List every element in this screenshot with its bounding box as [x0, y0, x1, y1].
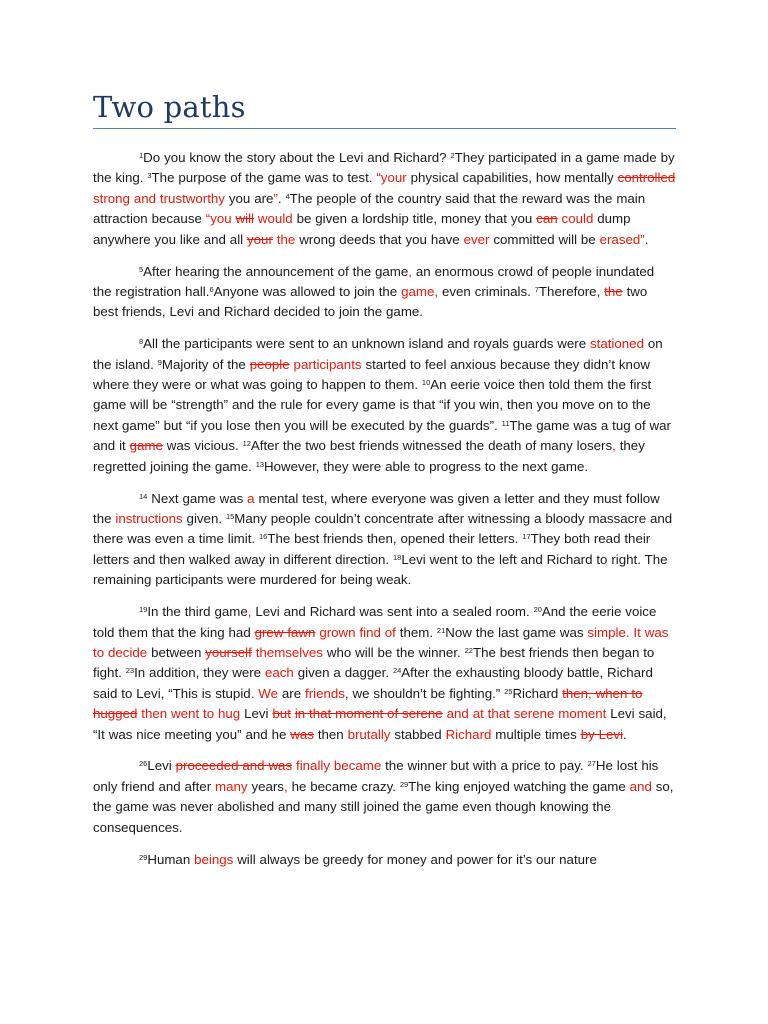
body-text: even criminals. — [438, 283, 535, 299]
paragraph — [93, 756, 676, 838]
inserted-text: themselves — [255, 644, 323, 660]
body-text: Levi went to the left and Richard to right. The remaining participants were murdered for being weak. — [93, 551, 668, 588]
body-text: Do you know the story about the Levi and Richard? — [143, 150, 451, 165]
body-text: on the island. — [93, 336, 663, 372]
body-text: Therefore, — [538, 283, 605, 299]
body-text: mental test, where everyone was given a letter and they must follow the — [93, 490, 660, 526]
body-text: After the exhausting bloody battle, Richard said to Levi, “This is stupid — [93, 665, 653, 701]
body-text: you are — [224, 190, 274, 206]
body-text: Levi and Richard was sent into a sealed room. — [251, 604, 534, 620]
deleted-text: the — [604, 283, 623, 299]
sentence-number: 7 — [534, 284, 539, 294]
inserted-text: , — [283, 778, 288, 794]
body-text: Levi — [147, 758, 176, 774]
body-text: The game was a tug of war and it — [93, 417, 671, 454]
inserted-text: game, — [401, 283, 439, 299]
inserted-text: , — [612, 438, 616, 454]
paragraph — [93, 850, 676, 870]
body-text: committed will be — [489, 231, 600, 247]
body-text: stabbed — [390, 726, 446, 742]
sentence-number: 20 — [533, 605, 542, 615]
body-text: Levi — [240, 706, 273, 722]
paragraph — [93, 262, 676, 323]
inserted-text: stationed — [590, 336, 644, 352]
sentence-number: 29 — [399, 779, 409, 789]
sentence-number: 22 — [464, 645, 473, 655]
sentence-number: 17 — [522, 532, 531, 542]
body-text: After the two best friends witnessed the death of many losers — [250, 438, 613, 454]
body-text: given. — [182, 511, 226, 526]
inserted-text: each — [264, 665, 294, 681]
sentence-number: 23 — [125, 666, 135, 676]
sentence-number: 4 — [285, 191, 290, 201]
body-text: between — [147, 644, 206, 660]
sentence-number: 8 — [139, 337, 144, 347]
deleted-text: then, when to hugged — [93, 685, 643, 722]
body-text: They both read their letters and then walked away in different direction. — [93, 531, 651, 567]
body-text: The king enjoyed watching the game — [408, 778, 630, 794]
body-text: years — [247, 778, 284, 794]
body-text: After hearing the announcement of the game — [143, 263, 409, 279]
inserted-text: erased” — [599, 231, 645, 247]
inserted-text: friends — [305, 685, 345, 701]
inserted-text: then went to hug — [141, 706, 241, 722]
inserted-text: simple. It was to decide — [93, 624, 669, 660]
body-text: And the eerie voice told them that the king had — [93, 604, 657, 640]
body-text: who will be the winner. — [322, 644, 465, 660]
inserted-text: “you — [205, 211, 232, 227]
body-text: so, the game was never abolished and many still joined the game even though knowing the consequences. — [93, 778, 674, 835]
body-text: he became crazy. — [287, 778, 400, 794]
sentence-number: 29 — [139, 852, 148, 862]
body-text: Levi said, “It was nice meeting you” and he — [93, 706, 667, 742]
inserted-text: strong and trustworthy — [93, 190, 225, 206]
inserted-text: ” — [273, 190, 278, 206]
inserted-text: a — [247, 490, 255, 506]
deleted-text: by Levi — [580, 726, 624, 742]
sentence-number: 2 — [450, 151, 455, 160]
inserted-text: could — [561, 211, 594, 227]
body-text: started to feel anxious because they didn’t know where they were or what was going to happen to them. — [93, 356, 650, 393]
body-text: Now the last game was — [445, 624, 588, 640]
body-text: An eerie voice then told them the first game will be “strength” and the rule for every game is that “if you win, then you move on to the next game” but “if you lose then you will be executed by the guards”. — [93, 377, 652, 433]
inserted-text: and — [629, 778, 652, 794]
sentence-number: 6 — [209, 284, 214, 294]
inserted-text: finally became — [296, 758, 382, 774]
body-text: . — [644, 231, 649, 247]
body-text: physical capabilities, how mentally — [406, 170, 618, 186]
sentence-number: 14 — [139, 491, 148, 501]
body-text: multiple times — [491, 726, 581, 742]
paragraph — [93, 148, 676, 250]
deleted-text: grew fawn — [254, 624, 316, 640]
inserted-text: “your — [376, 170, 407, 186]
inserted-text: Richard — [445, 726, 492, 742]
body-text: , we shouldn’t be fighting.” — [344, 685, 505, 701]
body-text: . — [623, 726, 627, 742]
sentence-number: 3 — [147, 171, 152, 181]
inserted-text: the — [276, 231, 296, 247]
deleted-text: will — [235, 211, 255, 227]
sentence-number: 26 — [139, 759, 148, 769]
sentence-number: 10 — [421, 378, 431, 388]
inserted-text: participants — [293, 356, 362, 372]
body-text: Many people couldn’t concentrate after witnessing a bloody massacre and there was even a time limit. — [93, 511, 673, 547]
body-text: . — [277, 190, 286, 206]
inserted-text: and at that serene moment — [446, 706, 607, 722]
deleted-text: proceeded and was — [175, 758, 293, 774]
body-text: wrong deeds that you have — [295, 231, 464, 247]
body-text: Anyone was allowed to join the — [213, 283, 402, 299]
body-text: the winner but with a price to pay. — [381, 758, 588, 774]
sentence-number: 21 — [436, 625, 446, 635]
sentence-number: 11 — [501, 418, 510, 428]
sentence-number: 12 — [242, 439, 251, 449]
body-text: The best friends then, opened their letters. — [267, 531, 523, 547]
sentence-number: 5 — [139, 264, 144, 274]
body-text: All the participants were sent to an unknown island and royals guards were — [143, 336, 590, 352]
inserted-text: , — [247, 604, 252, 620]
sentence-number: 25 — [504, 686, 513, 696]
inserted-text: . We — [250, 685, 278, 701]
inserted-text: beings — [194, 851, 234, 867]
body-text: Majority of the — [161, 356, 250, 372]
body-text: then — [313, 726, 348, 742]
deleted-text: can — [536, 211, 558, 227]
document-title: Two paths — [93, 90, 246, 124]
sentence-number: 1 — [139, 151, 144, 160]
body-text: In the third game — [147, 604, 248, 620]
paragraph — [93, 602, 676, 745]
body-text: them. — [395, 624, 437, 640]
deleted-text: in that moment of serene — [294, 706, 443, 722]
sentence-number: 9 — [157, 357, 162, 367]
body-text: The people of the country said that the reward was the main attraction because — [93, 190, 646, 227]
deleted-text: game — [129, 438, 163, 454]
deleted-text: was — [290, 726, 314, 742]
body-text: However, they were able to progress to the next game. — [264, 458, 589, 474]
body-text: They participated in a game made by the king. — [93, 150, 675, 186]
inserted-text: ever — [463, 231, 490, 247]
paragraph — [93, 489, 676, 591]
deleted-text: yourself — [205, 644, 252, 660]
inserted-text: would — [257, 211, 293, 227]
body-text: will always be greedy for money and power for it’s our nature — [233, 851, 597, 867]
inserted-text: instructions — [115, 511, 183, 526]
sentence-number: 15 — [225, 512, 235, 521]
deleted-text: controlled — [617, 170, 676, 186]
body-text: an enormous crowd of people inundated the registration hall. — [93, 263, 655, 299]
body-text: was vicious. — [162, 438, 243, 454]
sentence-number: 18 — [392, 552, 402, 562]
sentence-number: 16 — [259, 532, 268, 542]
sentence-number: 27 — [587, 759, 596, 769]
paragraph — [93, 334, 676, 477]
sentence-number: 24 — [392, 666, 402, 676]
body-text: are — [277, 685, 305, 701]
body-text: The purpose of the game was to test. — [151, 170, 377, 186]
inserted-text: many — [215, 778, 248, 794]
sentence-number: 13 — [255, 459, 265, 469]
body-text: In addition, they were — [134, 665, 265, 681]
sentence-number: 19 — [139, 605, 148, 615]
body-text: The best friends then began to fight. — [93, 644, 655, 681]
inserted-text: , — [408, 263, 412, 279]
document-body — [93, 148, 676, 882]
deleted-text: but — [272, 706, 291, 722]
body-text: be given a lordship title, money that you — [292, 211, 537, 227]
inserted-text: grown find of — [319, 624, 396, 640]
body-text: Richard — [512, 685, 563, 701]
body-text: two best friends, Levi and Richard decided to join the game. — [93, 283, 648, 320]
inserted-text: brutally — [347, 726, 391, 742]
body-text: dump anywhere you like and all — [93, 211, 631, 247]
title-underline-divider — [93, 128, 676, 129]
deleted-text: people — [249, 356, 290, 372]
deleted-text: your — [247, 231, 273, 247]
body-text: He lost his only friend and after — [93, 758, 659, 794]
body-text: given a dagger. — [293, 665, 393, 681]
body-text: Next game was — [147, 490, 248, 506]
body-text: they regretted joining the game. — [93, 438, 645, 474]
body-text: Human — [147, 851, 195, 867]
